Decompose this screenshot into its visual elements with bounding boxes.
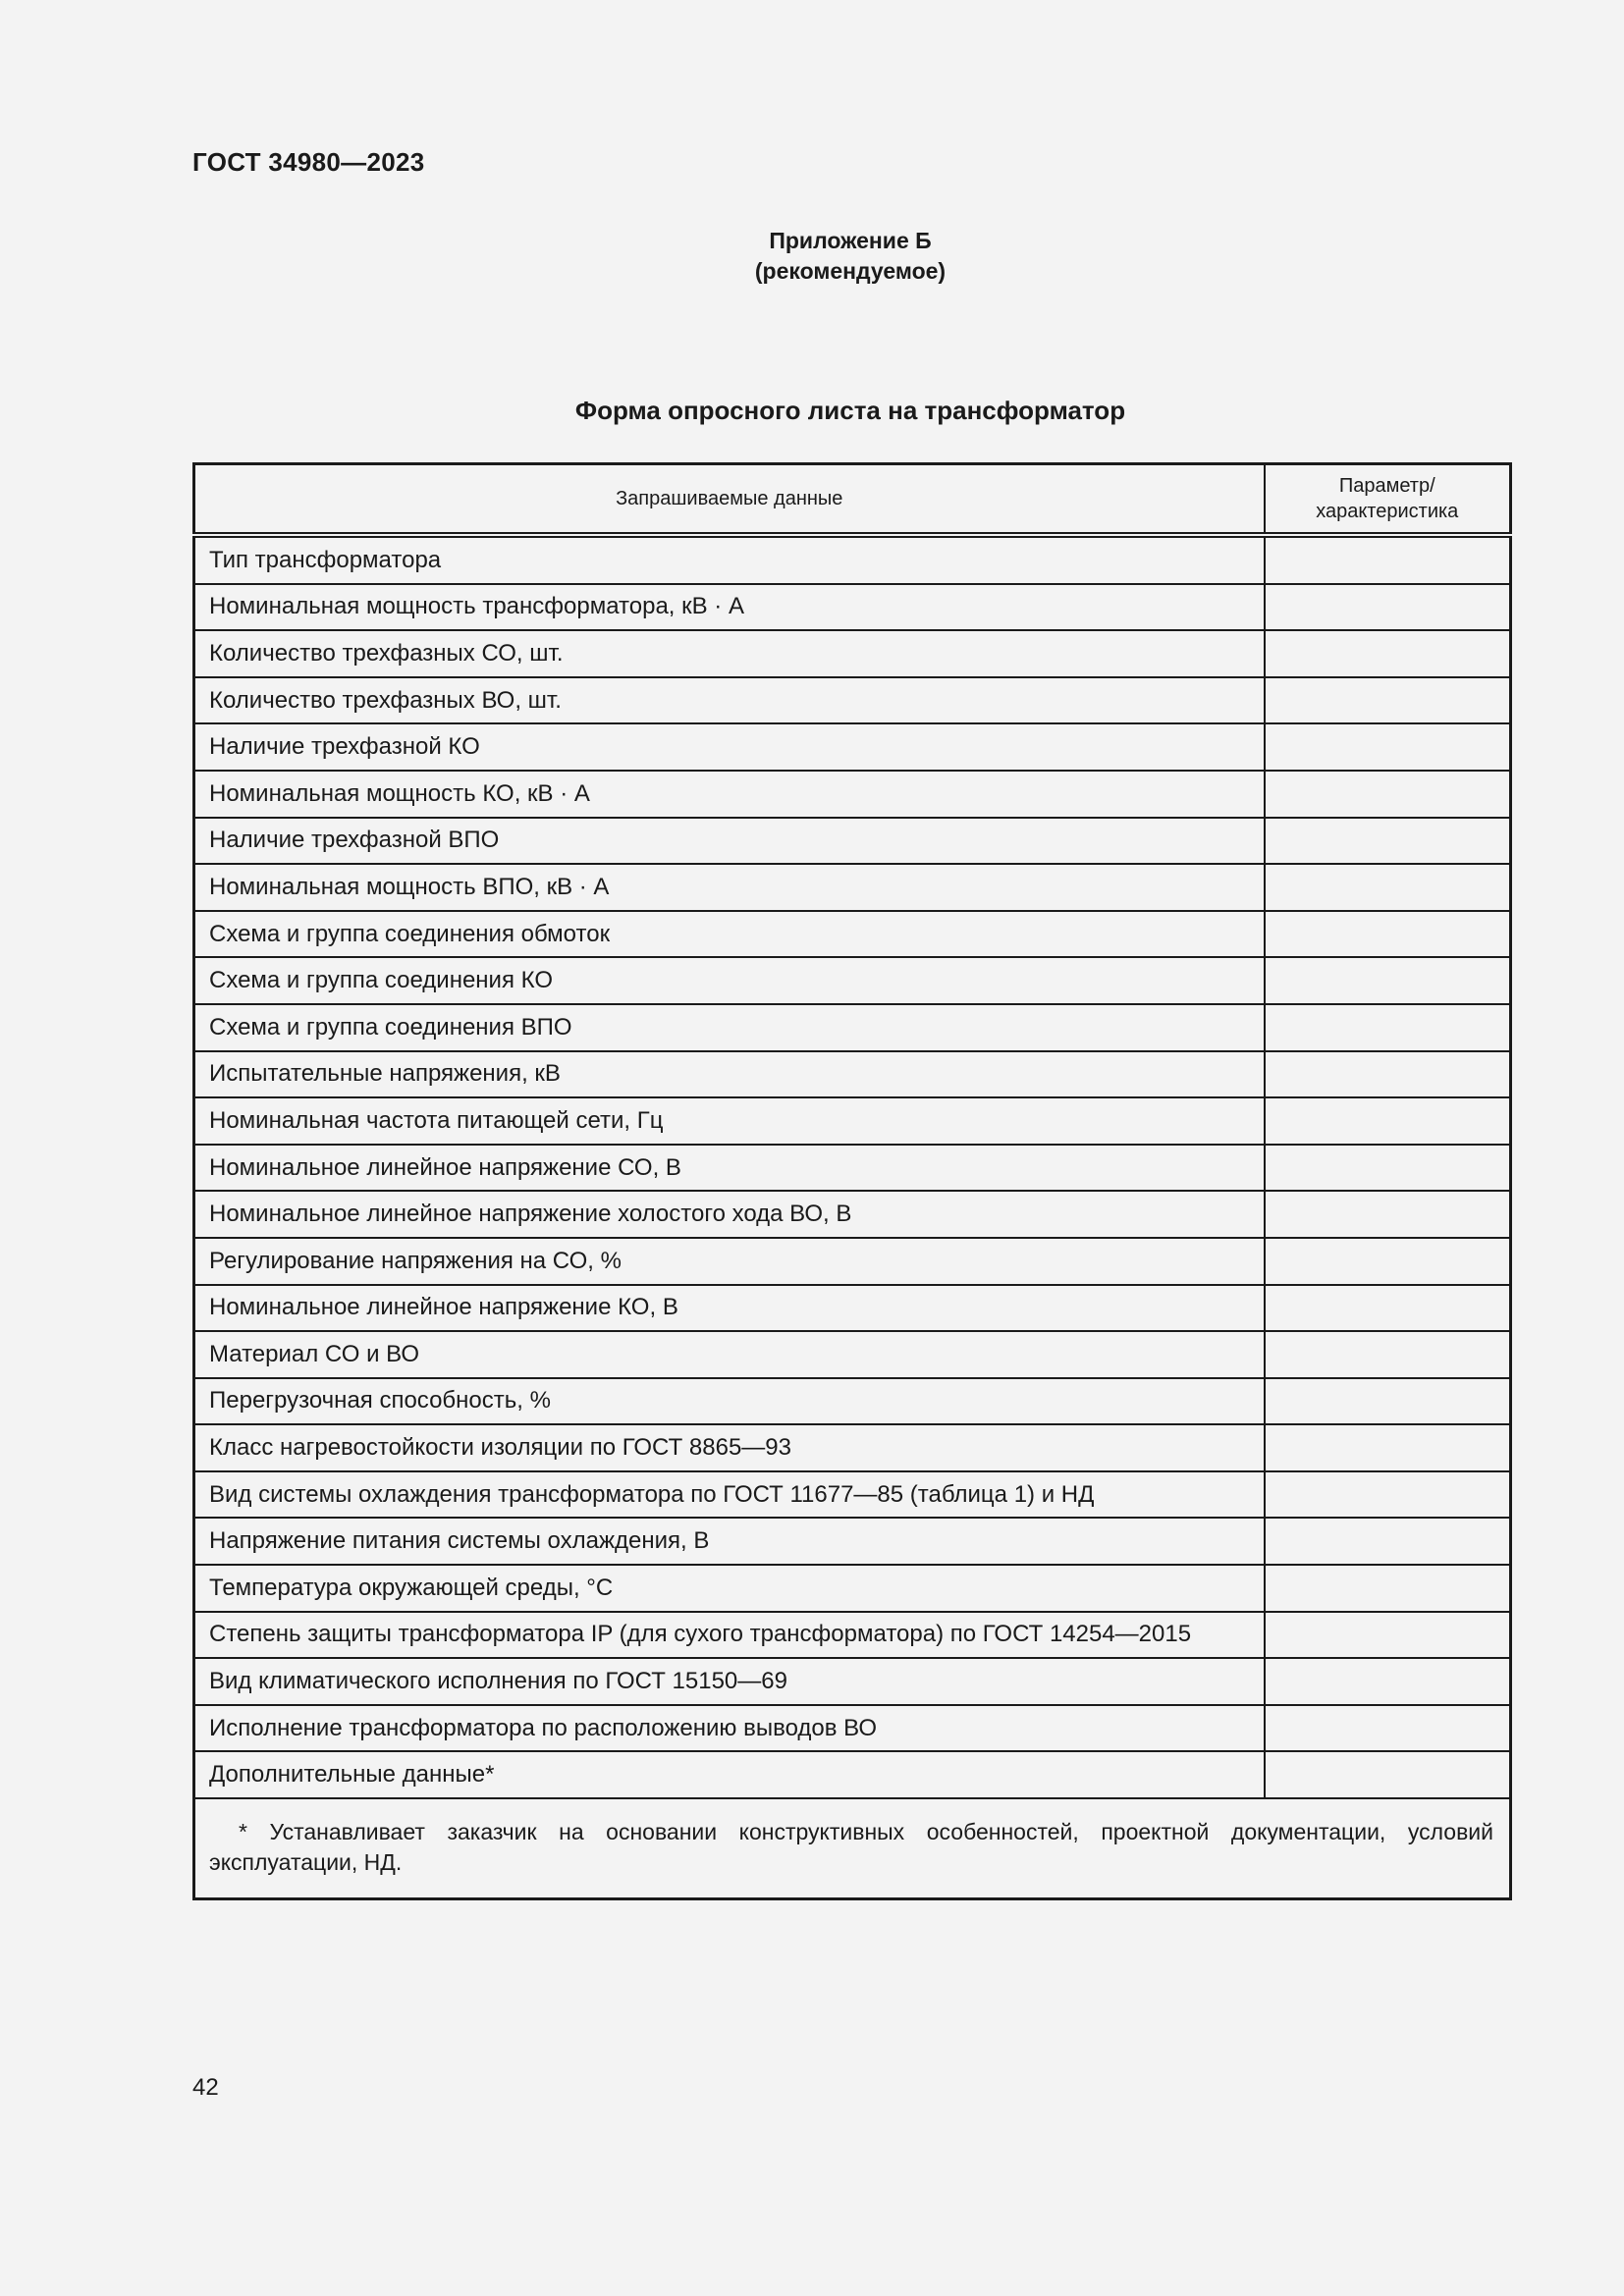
row-label: Исполнение трансформатора по расположению выводов ВО — [194, 1705, 1265, 1752]
row-label: Перегрузочная способность, % — [194, 1378, 1265, 1425]
table-row — [194, 1097, 1511, 1145]
row-value-field[interactable] — [1265, 1051, 1511, 1098]
footnote: * Устанавливает заказчик на основании конструктивных особенностей, проектной документации, условий эксплуатации, НД. — [194, 1798, 1511, 1899]
row-label: Номинальная частота питающей сети, Гц — [194, 1097, 1265, 1145]
row-value-field[interactable] — [1265, 1097, 1511, 1145]
row-label: Номинальное линейное напряжение холостого хода ВО, В — [194, 1191, 1265, 1238]
row-value-field[interactable] — [1265, 630, 1511, 677]
row-label: Номинальная мощность КО, кВ · А — [194, 771, 1265, 818]
table-row — [194, 677, 1511, 724]
row-label: Наличие трехфазной КО — [194, 723, 1265, 771]
row-value-field[interactable] — [1265, 771, 1511, 818]
table-header-row — [194, 464, 1511, 536]
row-value-field[interactable] — [1265, 677, 1511, 724]
table-row — [194, 1378, 1511, 1425]
row-value-field[interactable] — [1265, 584, 1511, 631]
appendix-type: (рекомендуемое) — [754, 258, 947, 284]
table-row — [194, 818, 1511, 865]
row-label: Наличие трехфазной ВПО — [194, 818, 1265, 865]
table-body — [194, 535, 1511, 1798]
table-row — [194, 1424, 1511, 1471]
table-row — [194, 771, 1511, 818]
row-label: Дополнительные данные* — [194, 1751, 1265, 1798]
row-label: Регулирование напряжения на СО, % — [194, 1238, 1265, 1285]
row-value-field[interactable] — [1265, 1285, 1511, 1332]
row-value-field[interactable] — [1265, 1378, 1511, 1425]
row-value-field[interactable] — [1265, 1612, 1511, 1659]
table-row — [194, 1051, 1511, 1098]
table-row — [194, 535, 1511, 584]
document-code: ГОСТ 34980—2023 — [192, 147, 425, 177]
table-row — [194, 630, 1511, 677]
header-parameter-line2: характеристика — [1316, 501, 1459, 522]
row-label: Степень защиты трансформатора IP (для сухого трансформатора) по ГОСТ 14254—2015 — [194, 1612, 1265, 1659]
row-value-field[interactable] — [1265, 818, 1511, 865]
table-row — [194, 1751, 1511, 1798]
table-row — [194, 957, 1511, 1004]
row-label: Схема и группа соединения обмоток — [194, 911, 1265, 958]
questionnaire-table — [192, 462, 1512, 1900]
row-label: Номинальное линейное напряжение СО, В — [194, 1145, 1265, 1192]
row-label: Испытательные напряжения, кВ — [194, 1051, 1265, 1098]
table-row — [194, 1518, 1511, 1565]
table-row — [194, 1565, 1511, 1612]
row-label: Номинальная мощность трансформатора, кВ · А — [194, 584, 1265, 631]
header-parameter-line1: Параметр/ — [1338, 475, 1435, 497]
table-row — [194, 864, 1511, 911]
row-label: Схема и группа соединения ВПО — [194, 1004, 1265, 1051]
row-label: Вид системы охлаждения трансформатора по ГОСТ 11677—85 (таблица 1) и НД — [194, 1471, 1265, 1519]
row-value-field[interactable] — [1265, 1331, 1511, 1378]
table-row — [194, 1238, 1511, 1285]
form-title: Форма опросного листа на трансформатор — [574, 396, 1126, 425]
row-value-field[interactable] — [1265, 1145, 1511, 1192]
row-value-field[interactable] — [1265, 1565, 1511, 1612]
row-value-field[interactable] — [1265, 1518, 1511, 1565]
table-row — [194, 1612, 1511, 1659]
header-requested-data: Запрашиваемые данные — [194, 464, 1265, 536]
row-value-field[interactable] — [1265, 1471, 1511, 1519]
row-label: Температура окружающей среды, °С — [194, 1565, 1265, 1612]
row-label: Материал СО и ВО — [194, 1331, 1265, 1378]
table-row — [194, 1285, 1511, 1332]
row-label: Количество трехфазных ВО, шт. — [194, 677, 1265, 724]
row-value-field[interactable] — [1265, 957, 1511, 1004]
table-row — [194, 1705, 1511, 1752]
header-parameter — [1265, 464, 1511, 536]
row-value-field[interactable] — [1265, 911, 1511, 958]
row-value-field[interactable] — [1265, 723, 1511, 771]
table-row — [194, 911, 1511, 958]
appendix-heading — [0, 226, 1624, 287]
table-row — [194, 1004, 1511, 1051]
row-value-field[interactable] — [1265, 864, 1511, 911]
page-number: 42 — [192, 2074, 219, 2101]
row-label: Количество трехфазных СО, шт. — [194, 630, 1265, 677]
row-value-field[interactable] — [1265, 1004, 1511, 1051]
table-row — [194, 1191, 1511, 1238]
row-value-field[interactable] — [1265, 1191, 1511, 1238]
row-value-field[interactable] — [1265, 1658, 1511, 1705]
table-row — [194, 1658, 1511, 1705]
footnote-row — [194, 1798, 1511, 1899]
appendix-title: Приложение Б — [769, 228, 932, 253]
row-value-field[interactable] — [1265, 535, 1511, 584]
table-row — [194, 1145, 1511, 1192]
row-label: Класс нагревостойкости изоляции по ГОСТ 8865—93 — [194, 1424, 1265, 1471]
row-label: Номинальная мощность ВПО, кВ · А — [194, 864, 1265, 911]
row-label: Номинальное линейное напряжение КО, В — [194, 1285, 1265, 1332]
row-label: Вид климатического исполнения по ГОСТ 15150—69 — [194, 1658, 1265, 1705]
table-row — [194, 723, 1511, 771]
row-value-field[interactable] — [1265, 1424, 1511, 1471]
table-row — [194, 584, 1511, 631]
row-label: Тип трансформатора — [194, 535, 1265, 584]
row-value-field[interactable] — [1265, 1238, 1511, 1285]
table-row — [194, 1331, 1511, 1378]
row-value-field[interactable] — [1265, 1705, 1511, 1752]
table-row — [194, 1471, 1511, 1519]
row-label: Схема и группа соединения КО — [194, 957, 1265, 1004]
row-label: Напряжение питания системы охлаждения, В — [194, 1518, 1265, 1565]
row-value-field[interactable] — [1265, 1751, 1511, 1798]
